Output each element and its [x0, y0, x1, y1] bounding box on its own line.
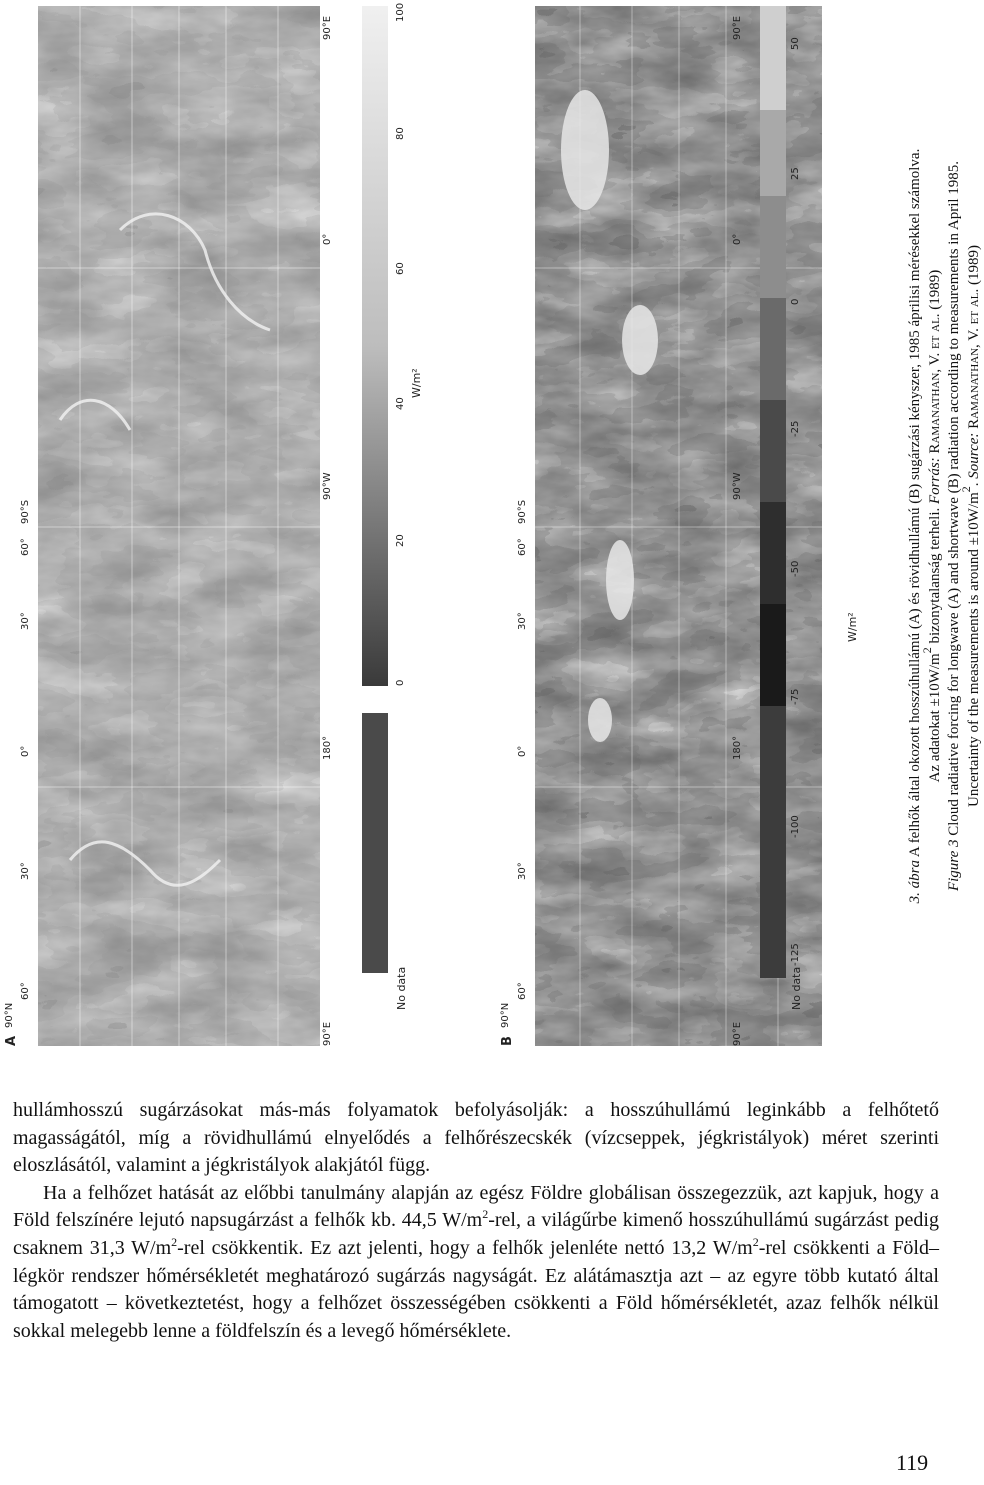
- panel-b-lat-label: 30°: [517, 612, 528, 630]
- panel-b-lat-label: 30°: [517, 862, 528, 880]
- panel-b-label: B: [500, 1036, 515, 1046]
- panel-b-legend-tick: -25: [790, 420, 801, 437]
- panel-b-lon-label: 90°W: [732, 472, 743, 500]
- panel-b-legend-tick: -100: [790, 815, 801, 838]
- panel-a-legend-unit: W/m²: [410, 368, 423, 398]
- caption-hu-line2: Az adatokat $\pm 10W/m^2$ bizonytalanság terheli. Forrás: Ramanathan, V. et al. (1989): [919, 269, 943, 783]
- panel-b-legend-unit: W/m²: [846, 612, 859, 642]
- panel-a-lat-label: 60°: [20, 538, 31, 556]
- panel-a-legend-tick: 100: [395, 2, 406, 22]
- panel-b-lon-label: 0°: [732, 233, 743, 245]
- panel-a-legend-nodata: No data: [395, 966, 408, 1010]
- panel-b-lat-label: 60°: [517, 538, 528, 556]
- caption-hu-line1: 3. ábra A felhők által okozott hosszúhullámú (A) és rövidhullámú (B) sugárzási kényszer, 1985 áprilisi mérésekkel számolva.: [907, 148, 923, 904]
- panel-b-legend-tick: -50: [790, 560, 801, 577]
- panel-a-legend-tick: 40: [395, 397, 406, 410]
- panel-a-legend-tick: 20: [395, 534, 406, 547]
- panel-b-lon-label: 180°: [732, 735, 743, 760]
- panel-a-lat-label: 0°: [20, 745, 31, 757]
- panel-b-lon-label: 90°E: [732, 1021, 743, 1046]
- panel-a-legend-tick: 60: [395, 262, 406, 275]
- paragraph-2: Ha a felhőzet hatását az előbbi tanulmány alapján az egész Földre globálisan összegezzük, azt kapjuk, hogy a Föld felszínére lejutó napsugárzást a felhők kb. 44,5 $W/m^2$-rel, a világűrbe kimenő hosszúhullámú sugárzást pedig csaknem 31,3 $W/m^2$-rel csökkentik. Ez azt jelenti, hogy a felhők jelenléte nettó 13,2 $W/m^2$-rel csökkenti a Föld–légkör rendszer hőmérsékletét meghatározó sugárzás nagyságát. Ez alátámasztja azt – az egyre több kutató által támogatott – következtetést, hogy a felhőzet összességében csökkenti a Föld hőmérsékletét, azaz felhők nélkül sokkal melegebb lenne a földfelszín és a levegő hőmérséklete.: [13, 1181, 939, 1342]
- panel-a-lon-label: 90°E: [322, 1021, 333, 1046]
- panel-b-legend-tick: 0: [790, 298, 801, 305]
- panel-a-lat-label: 90°S: [20, 499, 31, 524]
- caption-en-line1: Figure 3 Cloud radiative forcing for longwave (A) and shortwave (B) radiation according to measurements in April 1985.: [946, 160, 962, 892]
- panel-a-lon-label: 90°E: [322, 15, 333, 40]
- body-text: [13, 1097, 939, 1345]
- panel-b-legend-tick: -125: [790, 943, 801, 966]
- panel-a-label: A: [4, 1035, 19, 1046]
- panel-a-lon-label: 0°: [322, 233, 333, 245]
- panel-b-legend-tick: 25: [790, 167, 801, 180]
- panel-a-lat-label: 30°: [20, 862, 31, 880]
- panel-a-lat-label: 90°N: [4, 1002, 15, 1028]
- panel-a-lat-label: 30°: [20, 612, 31, 630]
- panel-a-lat-label: 60°: [20, 982, 31, 1000]
- panel-b-lat-label: 60°: [517, 982, 528, 1000]
- panel-a-legend-tick: 80: [395, 127, 406, 140]
- panel-b-legend-tick: 50: [790, 37, 801, 50]
- panel-a-lon-label: 90°W: [322, 472, 333, 500]
- page-number: 119: [896, 1450, 929, 1475]
- caption-en-line2: Uncertainty of the measurements is around $\pm 10W/m^2$. Source: Ramanathan, V. et al. (1989): [958, 244, 982, 808]
- panel-a-legend-tick: 0: [395, 679, 406, 686]
- figure-caption: [906, 6, 984, 1046]
- panel-b-lat-label: 0°: [517, 745, 528, 757]
- panel-b-legend-tick: -75: [790, 688, 801, 705]
- panel-b-lon-label: 90°E: [732, 15, 743, 40]
- paragraph-1: hullámhosszú sugárzásokat más-más folyamatok befolyásolják: a hosszúhullámú leginkább a felhőtető magasságától, míg a rövidhullámú elnyelődés a felhőrészecskék (vízcseppek, jégkristályok) méret szerinti eloszlásától, valamint a jégkristályok alakjától függ.: [13, 1099, 939, 1177]
- panel-b-lat-label: 90°N: [500, 1002, 511, 1028]
- panel-a-lon-label: 180°: [322, 735, 333, 760]
- panel-a-legend: [362, 6, 388, 973]
- panel-b-lat-label: 90°S: [517, 499, 528, 524]
- panel-a-map: [38, 6, 320, 1046]
- panel-b-legend-nodata: No data: [790, 966, 803, 1010]
